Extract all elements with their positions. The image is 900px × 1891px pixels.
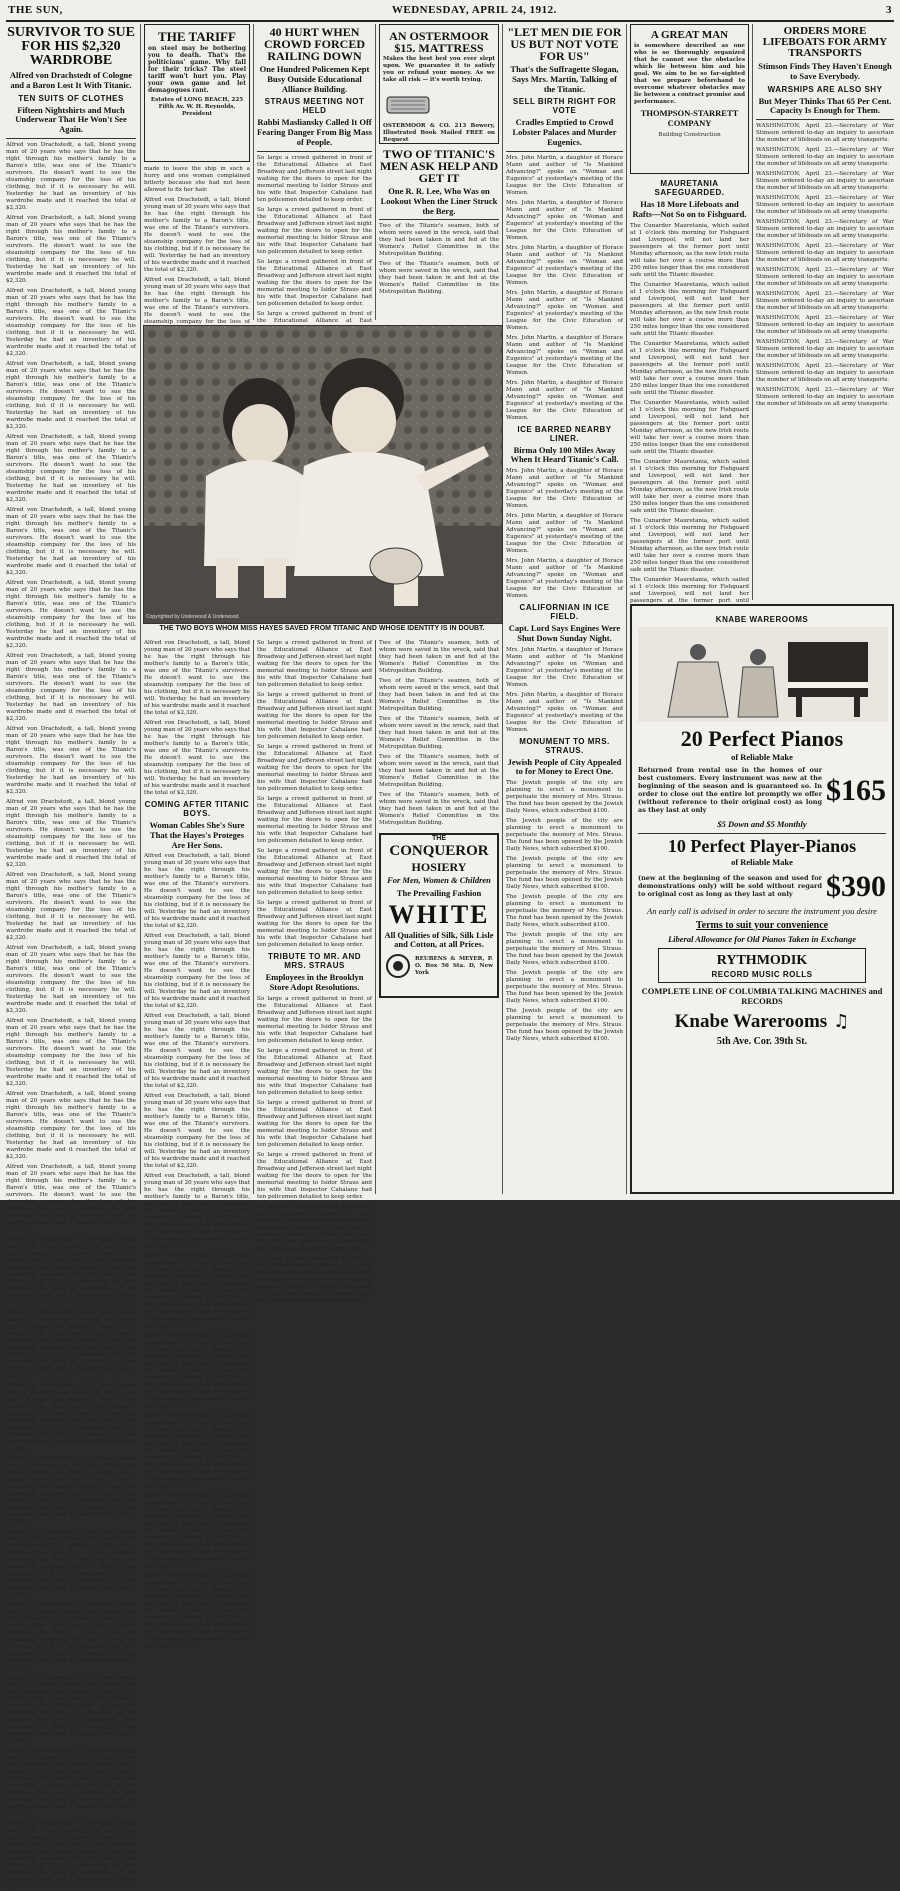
article-body: Mrs. John Martin, a daughter of Horace Mann and author of "Is Mankind Advancing?" spoke on "Woman and Eugenics" at yesterday's meeting of the League for the Civic Education of Women. [506,289,623,331]
article-body: Alfred von Drachstedt, a tall, blond young man of 20 years who says that he has the right through his mother's family to a Baron's title, was one of the Titanic's survivors. He doesn't want to sue the steamship company for the loss of his clothing, but if it is necessary he will. Yesterday he had an inventory of his wardrobe made and it reached the total of $2,320. [6,652,136,722]
article-body: Alfred von Drachstedt, a tall, blond young man of 20 years who says that he has the right through his mother's family to a Baron's title, was one of the Titanic's survivors. He doesn't want to sue the steamship company for the loss of his clothing, but if it is necessary he will. Yesterday he had an inventory of his wardrobe made and it reached the total of $2,320. [6,1820,136,1890]
divider [506,151,623,152]
article-body: Alfred von Drachstedt, a tall, blond young man of 20 years who says that he has the right through his mother's family to a Baron's title, was one of the Titanic's survivors. He doesn't want to sue the steamship company for the loss of his clothing, but if it is necessary he will. Yesterday he had an inventory of his wardrobe made and it reached the total of $2,320. [6,1747,136,1817]
ad-text: Makes the best bed you ever slept upon. We guarantee it to satisfy you or refund your money. As we take all risk — it's worth trying. [383,56,495,83]
masthead-rule [6,20,894,22]
ad-footer: Estates of LONG BEACH, 225 Fifth Av. W. H. Reynolds, President [150,97,244,117]
article-body: So large a crowd gathered in front of the Educational Alliance at East Broadway and Jefferson street last night waiting for the doors to open for the memorial meeting to Isidor Straus and his wife that Inspector Cahalane had ten policemen detailed to keep order. [257,640,372,688]
deck: One Hundred Policemen Kept Busy Outside Educational Alliance Building. [259,64,370,94]
ad-columbia: COMPLETE LINE OF COLUMBIA TALKING MACHINES and RECORDS [641,986,883,1007]
photo-caption: THE TWO BOYS WHOM MISS HAYES SAVED FROM TITANIC AND WHOSE IDENTITY IS IN DOUBT. [159,625,485,632]
ad-players-title: 10 Perfect Player-Pianos [667,835,857,856]
article-body: The Jewish people of the city are planning to erect a monument to perpetuate the memory of Mrs. Straus. The fund has been opened by the Jewish Daily News, which subscribed $100. [506,856,623,891]
ad-qualities: All Qualities of Silk, Silk Lisle and Cotton, at all Prices. [384,929,494,950]
photo-two-boys [143,325,503,624]
column-divider [253,24,254,320]
article-body: So large a crowd gathered in front of the Educational Alliance at East Broadway and Jefferson street last night waiting for the doors to open for the memorial meeting to Isidor Straus and his wife that Inspector Cahalane had ten policemen detailed to keep order. [257,258,372,307]
masthead-page-number: 3 [885,4,892,16]
ad-for: For Men, Women & Children [387,875,491,885]
divider [379,219,499,220]
subhead: STRAUS MEETING NOT HELD [264,97,365,116]
deck: One R. R. Lee, Who Was on Lookout When the Liner Struck the Berg. [380,186,498,216]
article-body: So large a crowd gathered in front of the Educational Alliance at East Broadway and Jefferson street last night waiting for the doors to open for the memorial meeting to Isidor Straus and his wife that Inspector Cahalane had ten policemen detailed to keep order. [257,206,372,255]
article-body: The Cunarder Mauretania, which sailed at 1 o'clock this morning for Fishguard and Liverpool, will not land her passengers at the former port until Monday afternoon, as the new Irish route will take her over a course more than 250 miles longer than the one considered safe until the Titanic disaster. [630,517,749,573]
ostermoor-ad [379,24,499,144]
article-body: Two of the Titanic's seamen, both of whom were saved in the wreck, said that they had been taken in and fed at the Women's Relief Committee in the Metropolitan Building. [379,261,499,296]
deck: Capt. Lord Says Engines Were Shut Down Sunday Night. [508,623,621,643]
deck: Stimson Finds They Haven't Enough to Save Everybody. [758,61,892,81]
subhead: SELL BIRTH RIGHT FOR VOTE [512,97,617,116]
deck: But Meyer Thinks That 65 Per Cent. Capacity Is Enough for Them. [758,95,892,116]
column-4-bottom [379,640,499,1195]
article-body: The Jewish people of the city are planning to erect a monument to perpetuate the memory of Mrs. Straus. The fund has been opened by the Jewish Daily News, which subscribed $100. [506,1008,623,1043]
article-body: Alfred von Drachstedt, a tall, blond young man of 20 years who says that he has the right through his mother's family to a Baron's title, was one of the Titanic's survivors. He doesn't want to sue the steamship company for the loss of his clothing, but if it is necessary he will. Yesterday he had an inventory of his wardrobe made and it reached the total of $2,320. [6,1309,136,1379]
article-body: Mrs. John Martin, a daughter of Horace Mann and author of "Is Mankind Advancing?" spoke on "Woman and Eugenics" at yesterday's meeting of the League for the Civic Education of Women. [506,244,623,286]
ad-title: AN OSTERMOOR $15. MATTRESS [389,29,489,55]
subhead: TEN SUITS OF CLOTHES [18,93,124,103]
ad-reliable: of Reliable Make [731,752,793,762]
article-body: So large a crowd gathered in front of the Educational Alliance at East Broadway and Jefferson street last night waiting for the doors to open for the memorial meeting to Isidor Straus and his wife that Inspector Cahalane had ten policemen detailed to keep order. [257,692,372,740]
article-body: The Cunarder Mauretania, which sailed at 1 o'clock this morning for Fishguard and Liverpool, will not land her passengers at the former port until [630,576,749,604]
article-body: The Cunarder Mauretania, which sailed at 1 o'clock this morning for Fishguard and Liverpool, will not land her passengers at the former port until Monday afternoon, as the new Irish route will take her over a course more than 250 miles longer than the one considered safe until the Titanic disaster. [630,281,749,337]
deck: Alfred von Drachstedt of Cologne and a Baron Lost It With Titanic. [9,70,133,90]
article-body: Alfred von Drachstedt, a tall, blond young man of 20 years who says that he has the right through his mother's family to a Baron's title, was one of the Titanic's survivors. He doesn't want to sue the steamship company for the loss of his clothing, but if it is necessary he will. Yesterday he had an inventory of his wardrobe made and it reached the total of $2,320. [144,640,250,716]
deck: Cradles Emptied to Crowd Lobster Palaces and Murder Eugenics. [512,117,617,147]
article-body: Alfred von Drachstedt, a tall, blond young man of 20 years who says that he has the right through his mother's family to a Baron's title, was one of the Titanic's survivors. He doesn't want to sue the steamship company for the loss of his clothing, but if it is necessary he will. Yesterday he had an inventory of his wardrobe made and it reached the total of $2,320. [6,579,136,649]
article-body: Mrs. John Martin, a daughter of Horace Mann and author of "Is Mankind Advancing?" spoke on "Woman and Eugenics" at yesterday's meeting of the League for the Civic Education of Women. [506,646,623,688]
article-body: The Cunarder Mauretania, which sailed at 1 o'clock this morning for Fishguard and Liverpool, will not land her passengers at the former port until Monday afternoon, as the new Irish route will take her over a course more than 250 miles longer than the one considered safe until the Titanic disaster. [630,399,749,455]
ad-rolls: RECORD MUSIC ROLLS [711,970,813,980]
deck: Jewish People of City Appealed to for Money to Erect One. [507,756,622,777]
article-body: WASHINGTON, April 23.—Secretary of War Stimson ordered to-day an inquiry to ascertain the number of lifeboats on all army transports. [756,195,894,216]
headline: 40 HURT WHEN CROWD FORCED RAILING DOWN [264,25,365,63]
ad-hosiery: HOSIERY [411,860,467,874]
article-body: Alfred von Drachstedt, a tall, blond young man of 20 years who says that he has the right through his mother's family to a Baron's title, was one of the Titanic's survivors. He doesn't want to sue the steamship company for the loss of his clothing, but if it is necessary he will. Yesterday he had an inventory of his wardrobe made and it reached the total of $2,320. [6,1163,136,1233]
article-body: Alfred von Drachstedt, a tall, blond young man of 20 years who says that he has the right through his mother's family to a Baron's title, was one of the Titanic's survivors. He doesn't want to sue the steamship company for the loss of his clothing, but if it is necessary he will. Yesterday he had an inventory of his wardrobe made and it reached the total of $2,320. [6,1236,136,1306]
column-6 [630,24,749,604]
article-body: Alfred von Drachstedt, a tall, blond young man of 20 years who says that he has the right through his mother's family to a Baron's title, was one of the Titanic's survivors. He doesn't want to sue the steamship company for the loss of his clothing, but if it is necessary he will. Yesterday he had an inventory of his wardrobe made and it reached the total of $2,320. [6,1528,136,1598]
divider [6,138,136,139]
ad-price-players: $390 [826,870,886,904]
article-body: Two of the Titanic's seamen, both of whom were saved in the wreck, said that they had been taken in and fed at the Women's Relief Committee in the Metropolitan Building. [379,678,499,712]
ad-footer-title: Knabe Warerooms [674,1010,828,1032]
article-body: The Cunarder Mauretania, which sailed at 1 o'clock this morning for Fishguard and Liverpool, will not land her passengers at the former port until Monday afternoon, as the new Irish route will take her over a course more than 250 miles longer than the one considered safe until the Titanic disaster. [630,340,749,396]
ad-price-pianos: $165 [826,774,886,808]
ad-text: on steel may be bothering you to death. That's the politicians' game. Why fall for their tricks? The steel tariff won't hurt you. Play your own game and let demagogues rant. [148,45,246,94]
article-body: Alfred von Drachstedt, a tall, blond young man of 20 years who says that he has the right through his mother's family to a Baron's title, was one of the Titanic's survivors. He doesn't want to sue the steamship company for the loss of his clothing, but if it is necessary he will. Yesterday he had an inventory of his wardrobe made and it reached the total of $2,320. [144,1333,250,1410]
headline: SURVIVOR TO SUE FOR HIS $2,320 WARDROBE [7,25,135,68]
article-body: Alfred von Drachstedt, a tall, blond young man of 20 years who says that he has the right through his mother's family to a Baron's title, was one of the Titanic's survivors. He doesn't want to sue the steamship company for the loss of his clothing, but if it is necessary he will. Yesterday he had an inventory of his wardrobe made and it reached the total of $2,320. [6,798,136,868]
ad-footer: OSTERMOOR & CO. 213 Bowery, Illustrated Book Mailed FREE on Request [383,123,495,143]
article-body: Alfred von Drachstedt, a tall, blond young man of 20 years who says that he has the right through his mother's family to a Baron's title, was one of the Titanic's survivors. He doesn't want to sue the steamship company for the loss of his clothing, but if it is necessary he will. Yesterday he had an inventory of his wardrobe made and it reached the total of $2,320. [6,433,136,503]
article-body: WASHINGTON, April 23.—Secretary of War Stimson ordered to-day an inquiry to ascertain the number of lifeboats on all army transports. [756,219,894,240]
article-body: Mrs. John Martin, a daughter of Horace Mann and author of "Is Mankind Advancing?" spoke on "Woman and Eugenics" at yesterday's meeting of the League for the Civic Education of Women. [506,154,623,196]
article-body: Alfred von Drachstedt, a tall, blond young man of 20 years who says that he has the right through his mother's family to a Baron's title, was one of the Titanic's survivors. He doesn't want to sue the steamship company for the loss of his clothing, but if it is necessary he will. Yesterday he had an inventory of his wardrobe made and it reached the total of $2,320. [6,287,136,357]
article-tribute-straus [257,640,372,1304]
ad-brand: CONQUEROR [389,843,489,859]
deck: That's the Suffragette Slogan, Says Mrs. Martin, Talking of the Titanic. [510,64,619,94]
deck: Woman Cables She's Sure That the Hayes's Proteges Are Her Sons. [149,820,245,850]
ad-pianos-title: 20 Perfect Pianos [680,726,844,751]
article-body: The Jewish people of the city are planning to erect a monument to perpetuate the memory of Mrs. Straus. The fund has been opened by the Jewish Daily News, which subscribed $100. [506,970,623,1005]
music-note-icon: ♫ [833,1010,850,1032]
article-body: WASHINGTON, April 23.—Secretary of War Stimson ordered to-day an inquiry to ascertain the number of lifeboats on all army transports. [756,171,894,192]
article-body: Two of the Titanic's seamen, both of whom were saved in the wreck, said that they had been taken in and fed at the Women's Relief Committee in the Metropolitan Building. [379,640,499,674]
article-body: Two of the Titanic's seamen, both of whom were saved in the wreck, said that they had been taken in and fed at the Women's Relief Committee in the Metropolitan Building. [379,716,499,750]
article-coming-after-boys [144,640,250,1650]
tariff-ad [144,24,250,162]
article-body: Two of the Titanic's seamen, both of whom were saved in the wreck, said that they had been taken in and fed at the Women's Relief Committee in the Metropolitan Building. [379,792,499,826]
subhead: TRIBUTE TO MR. AND MRS. STRAUS [268,952,361,970]
column-divider [375,24,376,320]
article-body: Alfred von Drachstedt, a tall, blond young man of 20 years who says that he has the right through his mother's family to a Baron's title, was one of the Titanic's survivors. He doesn't want to sue the steamship company for the loss of his clothing, but if it is necessary he will. Yesterday he had an inventory of his wardrobe made and it reached the total of $2,320. [144,1573,250,1650]
article-body: Alfred von Drachstedt, a tall, blond young man of 20 years who says that he has the right through his mother's family to a Baron's title, was one of the Titanic's survivors. He doesn't want to sue the steamship company for the loss of his clothing, but if it is necessary he will. Yesterday he had an inventory of his wardrobe made and it reached the total of $2,320. [6,1382,136,1452]
column-divider [752,24,753,600]
article-body: WASHINGTON, April 23.—Secretary of War Stimson ordered to-day an inquiry to ascertain the number of lifeboats on all army transports. [756,147,894,168]
article-body: So large a crowd gathered in front of the Educational Alliance at East [257,310,372,324]
ad-company: THOMPSON-STARRETT COMPANY [640,108,739,128]
ad-allowance: Liberal Allowance for Old Pianos Taken in Exchange [667,933,857,944]
article-body: Alfred von Drachstedt, a tall, blond young man of 20 years who says that he has the right through his mother's family to a Baron's title, was one of the Titanic's survivors. He doesn't want to sue the steamship company for the loss of his clothing, but if it is necessary he will. Yesterday he had an inventory of his wardrobe made and it reached the total of $2,320. [6,506,136,576]
article-body: WASHINGTON, April 23.—Secretary of War Stimson ordered to-day an inquiry to ascertain the number of lifeboats on all army transports. [756,291,894,312]
ad-prevailing: The Prevailing Fashion [396,887,482,898]
article-body: WASHINGTON, April 23.—Secretary of War Stimson ordered to-day an inquiry to ascertain the number of lifeboats on all army transports. [756,339,894,360]
mattress-illustration-icon [383,87,433,119]
article-body: So large a crowd gathered in front of the Educational Alliance at East Broadway and Jefferson street last night waiting for the doors to open for the memorial meeting to Isidor Straus and his wife that Inspector Cahalane had ten policemen detailed to keep order. [257,900,372,948]
article-body: WASHINGTON, April 23.—Secretary of War Stimson ordered to-day an inquiry to ascertain the number of lifeboats on all army transports. [756,243,894,264]
article-body: So large a crowd gathered in front of the Educational Alliance at East Broadway and Jefferson street last night waiting for the doors to open for the memorial meeting to Isidor Straus and his wife that Inspector Cahalane had ten policemen detailed to keep order. [257,1047,372,1096]
ad-terms-pianos: $5 Down and $5 Monthly [717,818,807,829]
ad-sub: Building Construction [658,131,721,138]
column-4-top [379,24,499,324]
article-body: WASHINGTON, April 23.—Secretary of War Stimson ordered to-day an inquiry to ascertain the number of lifeboats on all army transports. [756,315,894,336]
ad-rythmodik: RYTHMODIK [716,953,808,969]
article-body: Mrs. John Martin, a daughter of Horace Mann and author of "Is Mankind Advancing?" spoke on "Woman and Eugenics" at yesterday's meeting of the League for the Civic Education of Women. [506,513,623,555]
article-body: Alfred von Drachstedt, a tall, blond young man of 20 years who says that he has the right through his mother's family to a Baron's title, was one of the Titanic's survivors. He doesn't want to sue the steamship company for the loss of his clothing, but if it is necessary he will. Yesterday he had an inventory of his wardrobe made and it reached the total of $2,320. [144,1413,250,1490]
article-body: Alfred von Drachstedt, a tall, blond young man of 20 years who says that he has the right through his mother's family to a Baron's title, was one of the Titanic's survivors. He doesn't want to sue the steamship company for the loss of his clothing, but if it is necessary he will. Yesterday he had an inventory of his wardrobe made and it reached the total of $2,320. [144,1253,250,1330]
ad-early: An early call is advised in order to secure the instrument you desire [647,906,877,917]
article-survivor-wardrobe [6,24,136,1890]
article-body: Alfred von Drachstedt, a tall, blond young man of 20 years who says that he has the right through his mother's family to a Baron's title, was one of the Titanic's survivors. He doesn't want to sue the steamship company for the loss of his clothing, but if it is necessary he will. Yesterday he had an inventory of his wardrobe made and it reached the total of $2,320. [6,944,136,1014]
article-body: WASHINGTON, April 23.—Secretary of War Stimson ordered to-day an inquiry to ascertain the number of lifeboats on all army transports. [756,363,894,384]
article-body: Mrs. John Martin, a daughter of Horace Mann and author of "Is Mankind Advancing?" spoke on "Woman and Eugenics" at yesterday's meeting of the League for the Civic Education of Women. [506,691,623,733]
masthead [8,4,892,18]
article-body: So large a crowd gathered in front of the Educational Alliance at East Broadway and Jefferson street last night waiting for the doors to open for the memorial meeting to Isidor Straus and his wife that Inspector Cahalane had ten policemen detailed to keep order. [257,154,372,203]
column-divider [253,640,254,1194]
article-body: Mrs. John Martin, a daughter of Horace Mann and author of "Is Mankind Advancing?" spoke on "Woman and Eugenics" at yesterday's meeting of the League for the Civic Education of Women. [506,468,623,510]
article-body: Alfred von Drachstedt, a tall, blond young man of 20 years who says that he has the right through his mother's family to a Baron's title, was one of the Titanic's survivors. He doesn't want to sue the steamship company for the loss of [144,277,250,325]
rythmodik-box [658,948,866,983]
headline: "LET MEN DIE FOR US BUT NOT VOTE FOR US" [507,25,622,63]
article-crowd-railing [257,24,372,324]
ad-text: is somewhere described as one who is so thoroughly organized that he cannot see the obstacles which lie between him and his goal. We aim to be so far-sighted that we prepare beforehand to overcome whatever obstacles may lie between a contract promise and performance. [634,43,745,105]
subhead: MAURETANIA SAFEGUARDED. [654,179,725,197]
article-body: So large a crowd gathered in front of the Educational Alliance at East Broadway and Jefferson street last night waiting for the doors to open for the memorial meeting to Isidor Straus and his wife that Inspector Cahalane had ten policemen detailed to keep order. [257,744,372,792]
subhead: MONUMENT TO MRS. STRAUS. [519,736,610,755]
divider [756,119,894,120]
article-body: Two of the Titanic's seamen, both of whom were saved in the wreck, said that they had been taken in and fed at the Women's Relief Committee in the Metropolitan Building. [379,754,499,788]
ad-white: WHITE [388,899,490,929]
article-body: Mrs. John Martin, a daughter of Horace Mann and author of "Is Mankind Advancing?" spoke on "Woman and Eugenics" at yesterday's meeting of the League for the Civic Education of Women. [506,558,623,600]
divider [638,833,886,834]
article-body: Alfred von Drachstedt, a tall, blond young man of 20 years who says that he has the right through his mother's family to a Baron's title, was one of the Titanic's survivors. He doesn't want to sue the steamship company for the loss of his clothing, but if it is necessary he will. Yesterday he had an inventory of his wardrobe made and it reached the total of $2,320. [144,1093,250,1170]
column-divider [140,24,141,1194]
article-body: So large a crowd gathered in front of the Educational Alliance at East Broadway and Jefferson street last night waiting for the doors to open for the memorial meeting to Isidor Straus and his wife that Inspector Cahalane had ten policemen detailed to keep order. [257,1255,372,1304]
article-body: So large a crowd gathered in front of the Educational Alliance at East Broadway and Jefferson street last night waiting for the doors to open for the memorial meeting to Isidor Straus and his wife that Inspector Cahalane had ten policemen detailed to keep order. [257,1151,372,1200]
article-body: Alfred von Drachstedt, a tall, blond young man of 20 years who says that he has the right through his mother's family to a Baron's title, was one of the Titanic's survivors. He doesn't want to sue the steamship company for the loss of his clothing, but if it is necessary he will. Yesterday he had an inventory of his wardrobe made and it reached the total of $2,320. [144,1173,250,1250]
ad-address: 5th Ave. Cor. 39th St. [716,1035,808,1047]
article-body: So large a crowd gathered in front of the Educational Alliance at East Broadway and Jefferson street last night waiting for the doors to open for the memorial meeting to Isidor Straus and his wife that Inspector Cahalane had ten policemen detailed to keep order. [257,1203,372,1252]
article-body: Alfred von Drachstedt, a tall, blond young man of 20 years who says that he has the right through his mother's family to a Baron's title, was one of the Titanic's survivors. He doesn't want to sue the steamship company for the loss of his clothing, but if it is necessary he will. Yesterday he had an inventory of his wardrobe made and it reached the total of $2,320. [6,1090,136,1160]
article-body: The Jewish people of the city are planning to erect a monument to perpetuate the memory of Mrs. Straus. The fund has been opened by the Jewish Daily News, which subscribed $100. [506,894,623,929]
headline: TWO OF TITANIC'S MEN ASK HELP AND GET IT [379,147,499,185]
article-body: Two of the Titanic's seamen, both of whom were saved in the wreck, said that they had been taken in and fed at the Women's Relief Committee in the Metropolitan Building. [379,223,499,258]
article-body: WASHINGTON, April 23.—Secretary of War Stimson ordered to-day an inquiry to ascertain the number of lifeboats on all army transports. [756,387,894,408]
article-body: Alfred von Drachstedt, a tall, blond young man of 20 years who says that he has the right through his mother's family to a Baron's title, was one of the Titanic's survivors. He doesn't want to sue the steamship company for the loss of his clothing, but if it is necessary he will. Yesterday he had an inventory of his wardrobe made and it reached the total of $2,320. [6,214,136,284]
article-body: Alfred von Drachstedt, a tall, blond young man of 20 years who says that he has the right through his mother's family to a Baron's title, was one of the Titanic's survivors. He doesn't want to sue the steamship company for the loss of his clothing, but if it is necessary he will. Yesterday he had an inventory of his wardrobe made and it reached the total of $2,320. [6,1674,136,1744]
article-body: Mrs. John Martin, a daughter of Horace Mann and author of "Is Mankind Advancing?" spoke on "Woman and Eugenics" at yesterday's meeting of the League for the Civic Education of Women. [506,334,623,376]
article-body: The Jewish people of the city are planning to erect a monument to perpetuate the memory of Mrs. Straus. The fund has been opened by the Jewish Daily News, which subscribed $100. [506,932,623,967]
article-body: Alfred von Drachstedt, a tall, blond young man of 20 years who says that he has the right through his mother's family to a Baron's title, was one of the Titanic's survivors. He doesn't want to sue the steamship company for the loss of his clothing, but if it is necessary he will. Yesterday he had an inventory of his wardrobe made and it reached the total of $2,320. [144,933,250,1010]
knabe-pianos-ad [630,604,894,1194]
article-body: So large a crowd gathered in front of the Educational Alliance at East Broadway and Jefferson street last night waiting for the doors to open for the memorial meeting to Isidor Straus and his wife that Inspector Cahalane had ten policemen detailed to keep order. [257,1099,372,1148]
article-body: Alfred von Drachstedt, a tall, blond young man of 20 years who says that he has the right through his mother's family to a Baron's title, was one of the Titanic's survivors. He doesn't want to sue the steamship company for the loss of his clothing, but if it is necessary he will. Yesterday he had an inventory of his wardrobe made and it reached the total of $2,320. [144,1013,250,1090]
photo-credit: Copyrighted by Underwood & Underwood. [146,614,240,620]
column-divider [375,640,376,1194]
article-body: Alfred von Drachstedt, a tall, blond young man of 20 years who says that he has the right through his mother's family to a Baron's title, was one of the Titanic's survivors. He doesn't want to sue the steamship company for the loss of his clothing, but if it is necessary he will. Yesterday he had an inventory of his wardrobe made and it reached the total of $2,320. [144,197,250,273]
article-body: So large a crowd gathered in front of the Educational Alliance at East Broadway and Jefferson street last night waiting for the doors to open for the memorial meeting to Isidor Straus and his wife that Inspector Cahalane had ten policemen detailed to keep order. [257,848,372,896]
subhead: COMING AFTER TITANIC BOYS. [144,800,250,818]
subhead: WARSHIPS ARE ALSO SHY [767,84,883,94]
ad-the: THE [432,835,446,842]
masthead-date: WEDNESDAY, APRIL 24, 1912. [391,4,557,16]
subhead: CALIFORNIAN IN ICE FIELD. [519,603,610,622]
ad-title: A GREAT MAN [650,29,729,41]
article-body: Alfred von Drachstedt, a tall, blond young man of 20 years who says that he has the right through his mother's family to a Baron's title, was one of the Titanic's survivors. He doesn't want to sue the steamship company for the loss of his clothing, but if it is necessary he will. Yesterday he had an inventory of his wardrobe made and it reached the total of $2,320. [6,360,136,430]
thompson-starrett-ad [630,24,749,174]
article-let-men-die [506,24,623,1194]
article-body: The Jewish people of the city are planning to erect a monument to perpetuate the memory of Mrs. Straus. The fund has been opened by the Jewish Daily News, which subscribed $100. [506,780,623,815]
masthead-paper: THE SUN, [8,4,63,16]
column-divider [626,24,627,1194]
deck: Rabbi Masliansky Called It Off Fearing Danger From Big Mass of People. [257,117,372,147]
article-body: Alfred von Drachstedt, a tall, blond young man of 20 years who says that he has the right through his mother's family to a Baron's title, was one of the Titanic's survivors. He doesn't want to sue the steamship company for the loss of his clothing, but if it is necessary he will. Yesterday he had an inventory of his wardrobe made and it reached the total of $2,320. [144,1493,250,1570]
article-body: Alfred von Drachstedt, a tall, blond young man of 20 years who says that he has the right through his mother's family to a Baron's title, was one of the Titanic's survivors. He doesn't want to sue the steamship company for the loss of his clothing, but if it is necessary he will. Yesterday he had an inventory of his wardrobe made and it reached the total of $2,320. [6,1455,136,1525]
ad-players-text: (new at the beginning of the season and used for demonstrations only) will be sold without regard to original cost as long as they last at only [638,873,822,898]
subhead: ICE BARRED NEARBY LINER. [517,424,612,443]
deck: Fifteen Nightshirts and Much Underwear That He Won't See Again. [15,104,127,135]
ad-terms-link: Terms to suit your convenience [695,920,829,932]
article-body: Alfred von Drachstedt, a tall, blond young man of 20 years who says that he has the right through his mother's family to a Baron's title, was one of the Titanic's survivors. He doesn't want to sue the steamship company for the loss of his clothing, but if it is necessary he will. Yesterday he had an inventory of his wardrobe made and it reached the total of $2,320. [6,1017,136,1087]
ad-pianos-text: Returned from rental use in the homes of our best customers. Every instrument was new at the beginning of the season and is guaranteed so. In order to close out the entire lot promptly we offer (without reference to their original cost) as long as they last at only [638,765,822,814]
column-2-top [144,24,250,324]
article-body: Alfred von Drachstedt, a tall, blond young man of 20 years who says that he has the right through his mother's family to a Baron's title, was one of the Titanic's survivors. He doesn't want to sue the steamship company for the loss of his clothing, but if it is necessary he will. Yesterday he had an inventory of his wardrobe made and it reached the total of $2,320. [6,1601,136,1671]
piano-illustration-icon [638,627,888,722]
deck: Employees in the Brooklyn Store Adopt Resolutions. [265,972,364,992]
article-body: Alfred von Drachstedt, a tall, blond young man of 20 years who says that he has the right through his mother's family to a Baron's title, was one of the Titanic's survivors. He doesn't want to sue the steamship company for the loss of his clothing, but if it is necessary he will. Yesterday he had an inventory of his wardrobe made and it reached the total of $2,320. [144,853,250,930]
article-body: The Cunarder Mauretania, which sailed at 1 o'clock this morning for Fishguard and Liverpool, will not land her passengers at the former port until Monday afternoon, as the new Irish route will take her over a course more than 250 miles longer than the one considered safe until the Titanic disaster. [630,222,749,278]
conqueror-hosiery-ad [379,833,499,998]
article-body: So large a crowd gathered in front of the Educational Alliance at East Broadway and Jefferson street last night waiting for the doors to open for the memorial meeting to Isidor Straus and his wife that Inspector Cahalane had ten policemen detailed to keep order. [257,796,372,844]
article-body: made to leave the ship in such a hurry and one woman complained bitterly because she had not been allowed to fix her hair. [144,166,250,193]
headline: ORDERS MORE LIFEBOATS FOR ARMY TRANSPORTS [762,25,888,59]
article-body: Mrs. John Martin, a daughter of Horace Mann and author of "Is Mankind Advancing?" spoke on "Woman and Eugenics" at yesterday's meeting of the League for the Civic Education of Women. [506,379,623,421]
conqueror-seal-icon [385,953,411,979]
article-body: The Jewish people of the city are planning to erect a monument to perpetuate the memory of Mrs. Straus. The fund has been opened by the Jewish Daily News, which subscribed $100. [506,818,623,853]
ad-maker: REUBENS & MEYER, P. O. Box 56 Sta. D, New York [415,955,493,976]
divider [257,151,372,152]
two-boys-photo-icon [144,326,502,623]
deck: Birma Only 100 Miles Away When It Heard Titanic's Call. [510,444,619,465]
article-body: The Cunarder Mauretania, which sailed at 1 o'clock this morning for Fishguard and Liverpool, will not land her passengers at the former port until Monday afternoon, as the new Irish route will take her over a course more than 250 miles longer than the one considered safe until the Titanic disaster. [630,458,749,514]
article-body: Alfred von Drachstedt, a tall, blond young man of 20 years who says that he has the right through his mother's family to a Baron's title, was one of the Titanic's survivors. He doesn't want to sue the steamship company for the loss of his clothing, but if it is necessary he will. Yesterday he had an inventory of his wardrobe made and it reached the total of $2,320. [6,871,136,941]
deck: Has 18 More Lifeboats and Rafts—Not So on to Fishguard. [632,199,747,219]
article-body: Alfred von Drachstedt, a tall, blond young man of 20 years who says that he has the right through his mother's family to a Baron's title, was one of the Titanic's survivors. He doesn't want to sue the steamship company for the loss of his clothing, but if it is necessary he will. Yesterday he had an inventory of his wardrobe made and it reached the total of $2,320. [6,141,136,211]
article-body: WASHINGTON, April 23.—Secretary of War Stimson ordered to-day an inquiry to ascertain the number of lifeboats on all army transports. [756,267,894,288]
article-body: WASHINGTON, April 23.—Secretary of War Stimson ordered to-day an inquiry to ascertain the number of lifeboats on all army transports. [756,123,894,144]
article-body: Mrs. John Martin, a daughter of Horace Mann and author of "Is Mankind Advancing?" spoke on "Woman and Eugenics" at yesterday's meeting of the League for the Civic Education of Women. [506,199,623,241]
article-body: So large a crowd gathered in front of the Educational Alliance at East Broadway and Jefferson street last night waiting for the doors to open for the memorial meeting to Isidor Straus and his wife that Inspector Cahalane had ten policemen detailed to keep order. [257,995,372,1044]
ad-title: THE TARIFF [158,29,236,44]
ad-header: KNABE WAREROOMS [715,615,809,624]
article-lifeboats [756,24,894,594]
article-body: Alfred von Drachstedt, a tall, blond young man of 20 years who says that he has the right through his mother's family to a Baron's title, was one of the Titanic's survivors. He doesn't want to sue the steamship company for the loss of his clothing, but if it is necessary he will. Yesterday he had an inventory of his wardrobe made and it reached the total of $2,320. [144,720,250,796]
article-body: Alfred von Drachstedt, a tall, blond young man of 20 years who says that he has the right through his mother's family to a Baron's title, was one of the Titanic's survivors. He doesn't want to sue the steamship company for the loss of his clothing, but if it is necessary he will. Yesterday he had an inventory of his wardrobe made and it reached the total of $2,320. [6,725,136,795]
ad-reliable: of Reliable Make [731,856,793,867]
